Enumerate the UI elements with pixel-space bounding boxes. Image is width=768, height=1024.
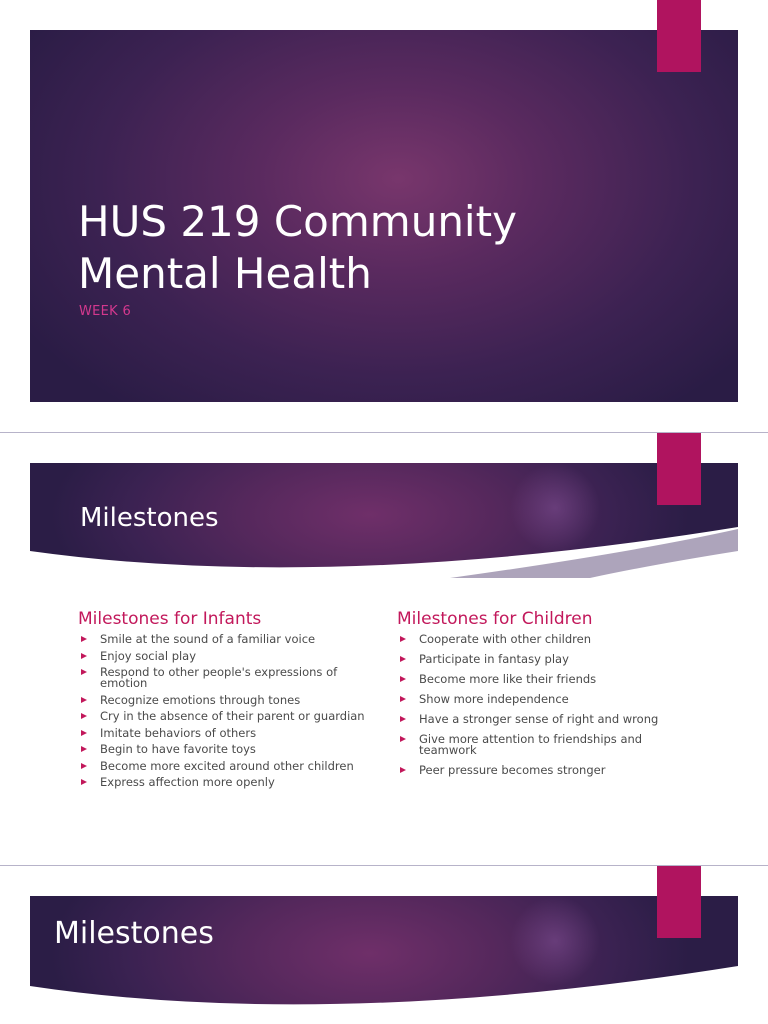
infants-list [78, 634, 378, 788]
title-banner [30, 896, 738, 1024]
slide-1 [0, 0, 768, 432]
triangle-bullet-icon [81, 763, 87, 769]
accent-tab [657, 433, 701, 505]
list-item-text: Become more excited around other children [100, 758, 354, 773]
slide-3 [0, 866, 768, 1024]
slide-title: Milestones [80, 503, 219, 533]
list-item-text: Cry in the absence of their parent or guardian [100, 709, 365, 723]
triangle-bullet-icon [81, 746, 87, 752]
list-item [397, 765, 697, 776]
list-item-text: Smile at the sound of a familiar voice [100, 632, 316, 646]
triangle-bullet-icon [81, 713, 87, 719]
list-item [78, 667, 378, 689]
list-item [78, 725, 378, 740]
list-item-text: Participate in fantasy play [419, 652, 569, 666]
list-item-text: Have a stronger sense of right and wrong [419, 712, 659, 726]
triangle-bullet-icon [400, 696, 406, 702]
infants-column [78, 609, 378, 794]
list-item [78, 758, 378, 773]
triangle-bullet-icon [81, 669, 87, 675]
list-item-text: Give more attention to friendships and teamwork [419, 732, 643, 757]
slide-title: HUS 219 Community Mental Health [78, 197, 517, 298]
list-item-text: Express affection more openly [100, 775, 275, 789]
triangle-bullet-icon [400, 636, 406, 642]
triangle-bullet-icon [81, 636, 87, 642]
triangle-bullet-icon [81, 779, 87, 785]
accent-tab [657, 0, 701, 72]
list-item-text: Respond to other people's expressions of emotion [100, 665, 338, 690]
column-heading: Milestones for Children [397, 609, 593, 629]
triangle-bullet-icon [400, 656, 406, 662]
list-item-text: Peer pressure becomes stronger [419, 763, 606, 777]
list-item [78, 634, 378, 645]
list-item-text: Recognize emotions through tones [100, 692, 301, 707]
list-item-text: Imitate behaviors of others [100, 725, 257, 740]
children-column [397, 609, 697, 785]
list-item [397, 694, 697, 705]
slide-title: Milestones [54, 916, 214, 951]
triangle-bullet-icon [81, 697, 87, 703]
triangle-bullet-icon [81, 730, 87, 736]
list-item [397, 634, 697, 645]
triangle-bullet-icon [400, 767, 406, 773]
title-banner [30, 463, 738, 578]
list-item [397, 674, 697, 685]
list-item [78, 648, 378, 663]
list-item [397, 654, 697, 665]
list-item [78, 744, 378, 755]
list-item-text: Cooperate with other children [419, 632, 591, 646]
triangle-bullet-icon [400, 736, 406, 742]
list-item [78, 692, 378, 707]
list-item [78, 777, 378, 788]
triangle-bullet-icon [400, 716, 406, 722]
list-item [78, 711, 378, 722]
list-item [397, 734, 697, 756]
list-item [397, 714, 697, 725]
children-list [397, 634, 697, 776]
accent-tab [657, 866, 701, 938]
column-heading: Milestones for Infants [78, 609, 262, 629]
list-item-text: Become more like their friends [419, 672, 597, 686]
list-item-text: Begin to have favorite toys [100, 742, 256, 756]
list-item-text: Enjoy social play [100, 648, 197, 663]
slide-subtitle: WEEK 6 [79, 304, 132, 319]
triangle-bullet-icon [81, 653, 87, 659]
list-item-text: Show more independence [419, 692, 569, 706]
slide-2 [0, 433, 768, 865]
triangle-bullet-icon [400, 676, 406, 682]
